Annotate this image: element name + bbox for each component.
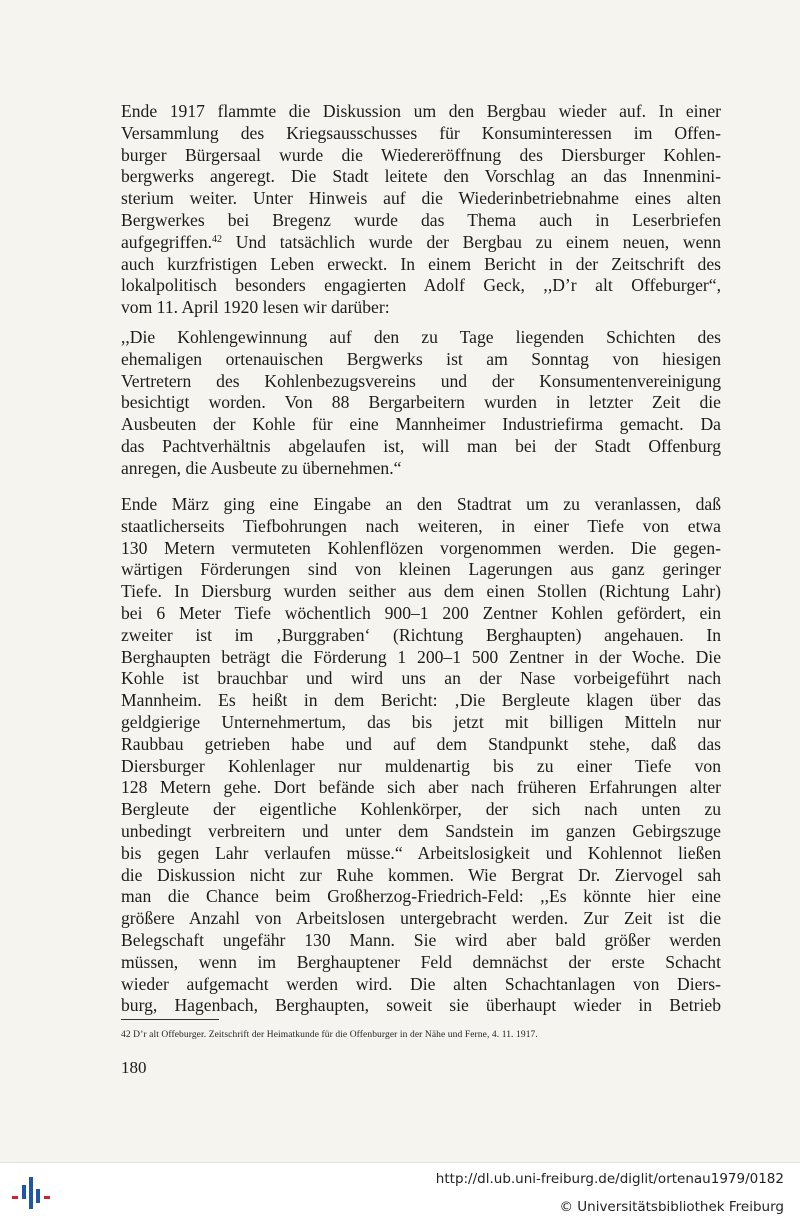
text-line: die Diskussion nicht zur Ruhe kommen. Wie Bergrat Dr. Ziervogel sah [121, 864, 721, 885]
quotation [121, 327, 721, 480]
text-line: Bergwerkes bei Bregenz wurde das Thema auch in Leserbriefen [121, 209, 721, 230]
text-line: Ausbeuten der Kohle für eine Mannheimer Industriefirma gemacht. Da [121, 414, 721, 435]
text-line: lokalpolitisch besonders engagierten Adolf Geck, ,,D’r alt Offeburger“, [121, 275, 721, 296]
footer-bar [0, 1162, 800, 1221]
ub-freiburg-logo-icon [10, 1173, 54, 1213]
text-line: Ende 1917 flammte die Diskussion um den Bergbau wieder auf. In einer [121, 101, 721, 121]
text-line: das Pachtverhältnis abgelaufen ist, will man bei der Stadt Offenburg [121, 435, 721, 456]
text-line: Bergleute der eigentliche Kohlenkörper, der sich nach unten zu [121, 799, 721, 820]
text-line: anregen, die Ausbeute zu übernehmen.“ [121, 457, 402, 478]
text-line: Kohle ist brauchbar und wird uns an der Nase vorbeigeführt nach [121, 668, 721, 689]
paragraph-1 [121, 101, 721, 319]
text-line: auch kurzfristigen Leben erweckt. In einem Bericht in der Zeitschrift des [121, 253, 721, 274]
text-fragment: aufgegriffen. [121, 231, 213, 252]
text-line: bis gegen Lahr verlaufen müsse.“ Arbeitslosigkeit und Kohlennot ließen [121, 842, 721, 863]
text-line: Raubbau getrieben habe und auf dem Standpunkt stehe, daß das [121, 733, 721, 754]
text-line: Mannheim. Es heißt in dem Bericht: ‚Die Bergleute klagen über das [121, 690, 721, 711]
footnote: 42 D’r alt Offeburger. Zeitschrift der Heimatkunde für die Offenburger in der Nähe und Ferne, 4. 11. 1917. [121, 1030, 538, 1040]
text-line: burger Bürgersaal wurde die Wiedereröffnung des Diersburger Kohlen- [121, 144, 721, 165]
text-line: wieder aufgemacht werden wird. Die alten Schachtanlagen von Diers- [121, 973, 721, 994]
text-line: 130 Metern vermuteten Kohlenflözen vorgenommen werden. Die gegen- [121, 537, 721, 558]
text-line: burg, Hagenbach, Berghaupten, soweit sie überhaupt wieder in Betrieb [121, 995, 721, 1016]
text-line: Vertretern des Kohlenbezugsvereins und der Konsumentenvereinigung [121, 370, 721, 391]
text-line: Versammlung des Kriegsausschusses für Konsuminteressen im Offen- [121, 122, 721, 143]
text-line: Diersburger Kohlenlager nur muldenartig bis zu einer Tiefe von [121, 755, 721, 776]
paragraph-2 [121, 494, 721, 1017]
text-line: Belegschaft ungefähr 130 Mann. Sie wird aber bald größer werden [121, 929, 721, 950]
text-line: staatlicherseits Tiefbohrungen nach weiteren, in einer Tiefe von etwa [121, 515, 721, 536]
text-line: ,,Die Kohlengewinnung auf den zu Tage liegenden Schichten des [121, 327, 721, 347]
footnote-divider [121, 1019, 219, 1020]
text-line: müssen, wenn im Berghauptener Feld demnächst der erste Schacht [121, 951, 721, 972]
text-line: Ende März ging eine Eingabe an den Stadtrat um zu veranlassen, daß [121, 494, 721, 514]
text-line: besichtigt worden. Von 88 Bergarbeitern wurden in letzter Zeit die [121, 392, 721, 413]
text-line: Berghaupten beträgt die Förderung 1 200–1 500 Zentner in der Woche. Die [121, 646, 721, 667]
page-number: 180 [121, 1058, 147, 1077]
text-line: wärtigen Förderungen sind von kleinen Lagerungen aus ganz geringer [121, 559, 721, 580]
text-line: ehemaligen ortenauischen Bergwerks ist am Sonntag von hiesigen [121, 348, 721, 369]
text-line: vom 11. April 1920 lesen wir darüber: [121, 297, 390, 318]
text-line: man die Chance beim Großherzog-Friedrich-Feld: ,,Es könnte hier eine [121, 886, 721, 907]
text-line: bei 6 Meter Tiefe wöchentlich 900–1 200 Zentner Kohlen gefördert, ein [121, 602, 721, 623]
text-fragment: Und tatsächlich wurde der Bergbau zu einem neuen, wenn [222, 231, 721, 252]
text-line: 128 Metern gehe. Dort befände sich aber nach früheren Erfahrungen alter [121, 777, 721, 798]
text-line: bergwerks angeregt. Die Stadt leitete den Vorschlag an das Innenmini- [121, 166, 721, 187]
text-line: größere Anzahl von Arbeitslosen untergebracht werden. Zur Zeit ist die [121, 908, 721, 929]
text-line: zweiter ist im ‚Burggraben‘ (Richtung Berghaupten) angehauen. In [121, 624, 721, 645]
copyright-notice: © Universitätsbibliothek Freiburg [559, 1199, 784, 1215]
text-line [121, 232, 721, 254]
text-line: sterium weiter. Unter Hinweis auf die Wiederinbetriebnahme eines alten [121, 188, 721, 209]
text-line: geldgierige Unternehmertum, das bis jetzt mit billigen Mitteln nur [121, 711, 721, 732]
source-url-link[interactable]: http://dl.ub.uni-freiburg.de/diglit/ortenau1979/0182 [435, 1171, 784, 1187]
text-line: Tiefe. In Diersburg wurden seither aus dem einen Stollen (Richtung Lahr) [121, 581, 721, 602]
footnote-reference: 42 [212, 233, 223, 245]
text-line: unbedingt verbreitern und unter dem Sandstein im ganzen Gebirgszuge [121, 820, 721, 841]
